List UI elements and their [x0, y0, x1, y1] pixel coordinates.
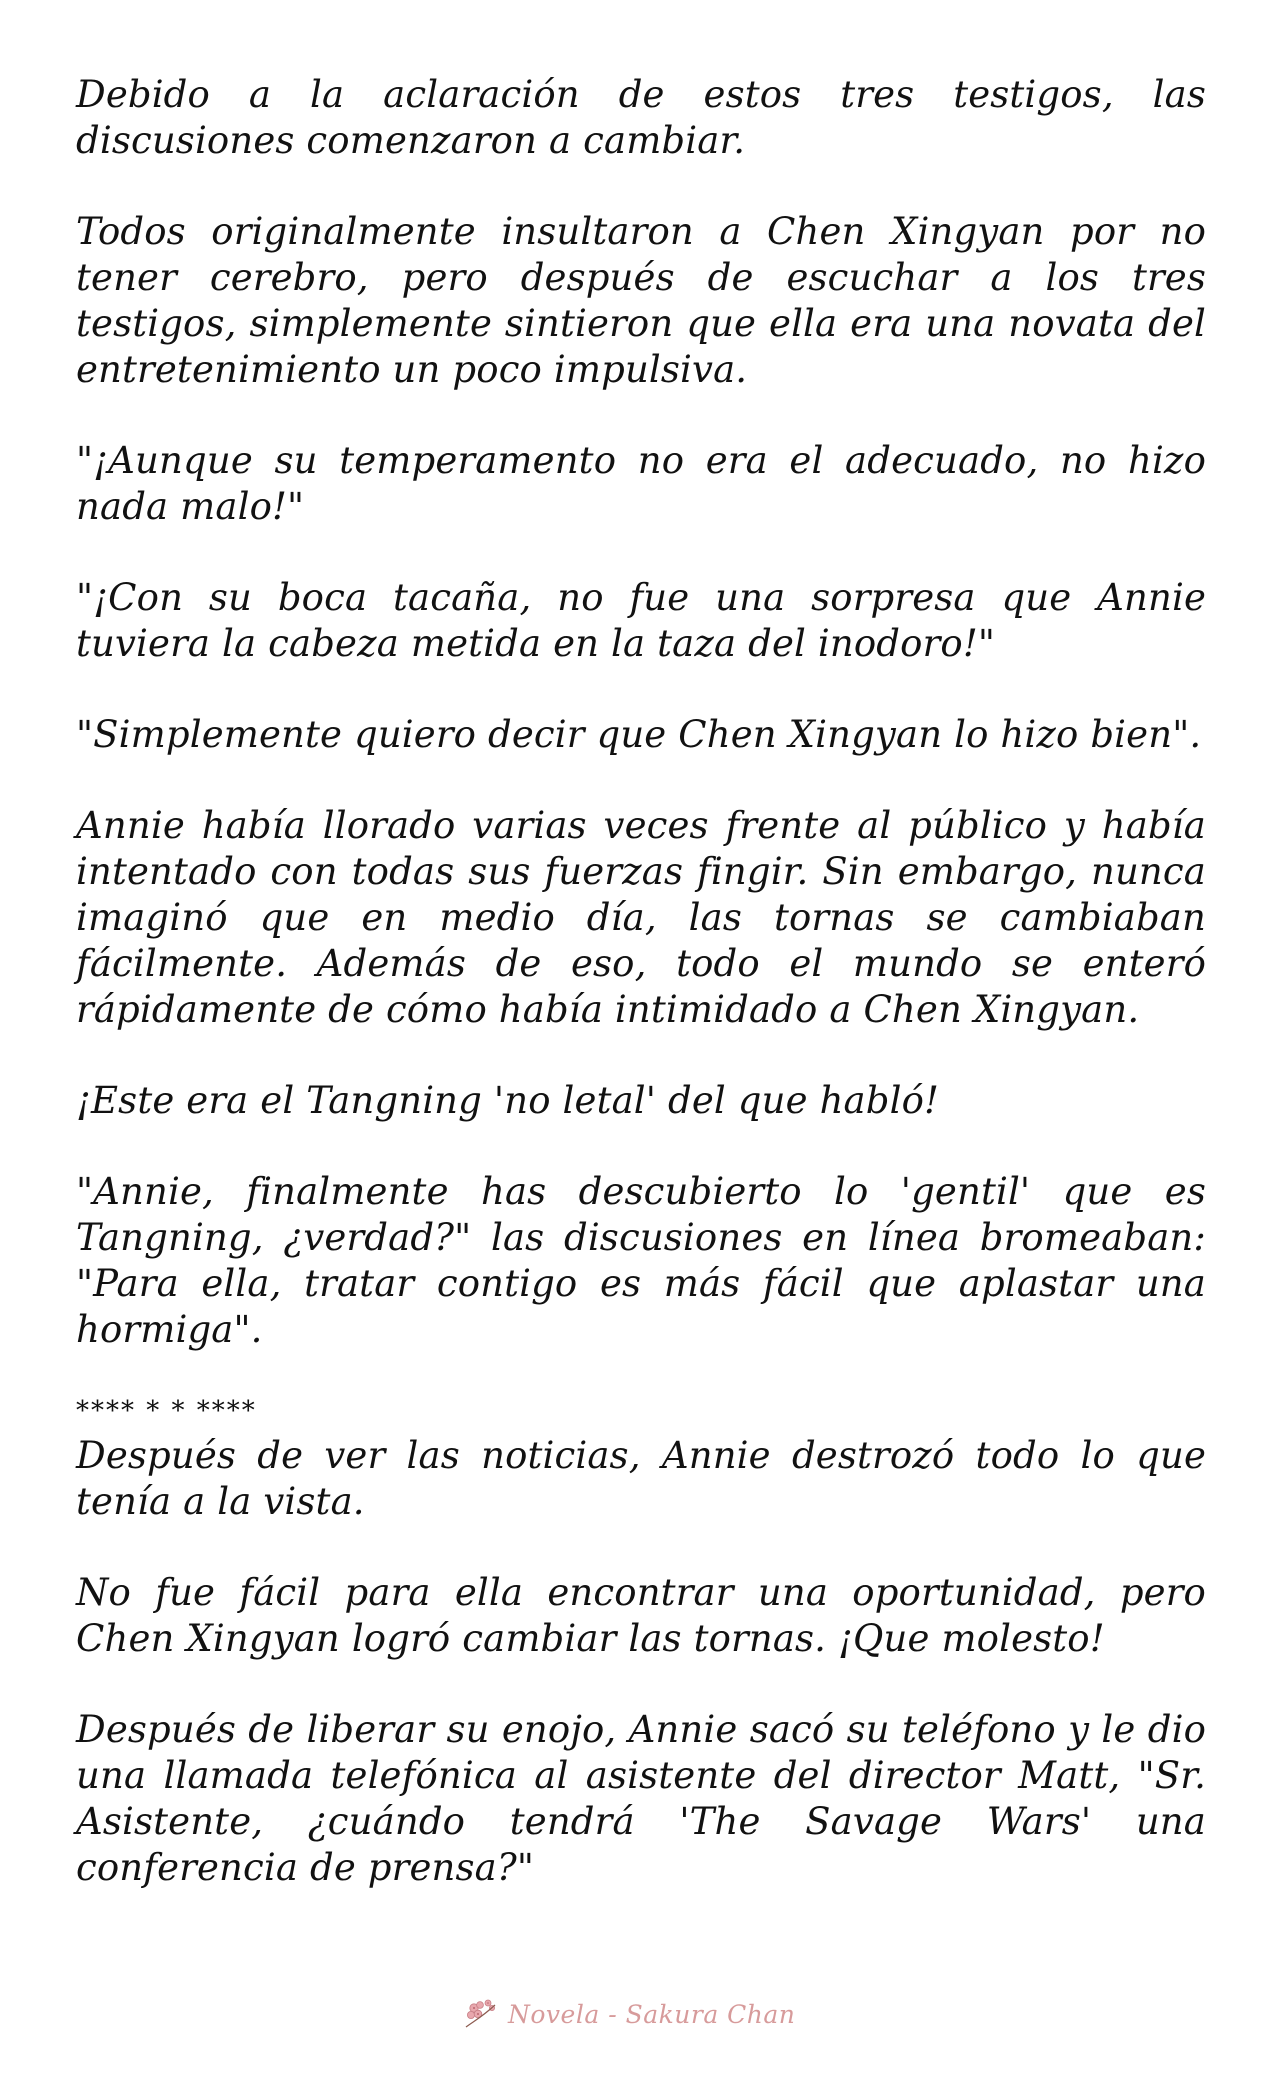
paragraph-6: Annie había llorado varias veces frente al público y había intentado con todas sus fuerzas fingir. Sin embargo, nunca imaginó que en medio día, las tornas se cambiaban fácilmente. Además de eso, todo el mundo se enteró rápidamente de cómo había intimidado a Chen Xingyan.: [76, 804, 1206, 1031]
paragraph-9: Después de ver las noticias, Annie destrozó todo lo que tenía a la vista.: [76, 1434, 1206, 1523]
paragraph-1: Debido a la aclaración de estos tres testigos, las discusiones comenzaron a cambiar.: [76, 73, 1206, 162]
paragraph-3: "¡Aunque su temperamento no era el adecuado, no hizo nada malo!": [76, 439, 1206, 528]
paragraph-7: ¡Este era el Tangning 'no letal' del que habló!: [76, 1079, 940, 1122]
paragraph-8: "Annie, finalmente has descubierto lo 'gentil' que es Tangning, ¿verdad?" las discusiones en línea bromeaban: "Para ella, tratar contigo es más fácil que aplastar una hormiga".: [76, 1170, 1206, 1351]
paragraph-5: "Simplemente quiero decir que Chen Xingyan lo hizo bien".: [76, 713, 1202, 756]
paragraph-2: Todos originalmente insultaron a Chen Xingyan por no tener cerebro, pero después de escuchar a los tres testigos, simplemente sintieron que ella era una novata del entretenimiento un poco impulsiva.: [76, 210, 1206, 391]
watermark: [462, 1990, 822, 2038]
cherry-blossom-icon: [462, 1995, 500, 2033]
watermark-text: Novela - Sakura Chan: [508, 1999, 796, 2029]
paragraph-11: Después de liberar su enojo, Annie sacó su teléfono y le dio una llamada telefónica al asistente del director Matt, "Sr. Asistente, ¿cuándo tendrá 'The Savage Wars' una conferencia de prensa?": [76, 1708, 1206, 1889]
paragraph-4: "¡Con su boca tacaña, no fue una sorpresa que Annie tuviera la cabeza metida en la taza del inodoro!": [76, 576, 1206, 665]
scene-separator: **** * * ****: [76, 1396, 257, 1426]
document-body: [76, 72, 1206, 1936]
paragraph-10: No fue fácil para ella encontrar una oportunidad, pero Chen Xingyan logró cambiar las tornas. ¡Que molesto!: [76, 1571, 1206, 1660]
